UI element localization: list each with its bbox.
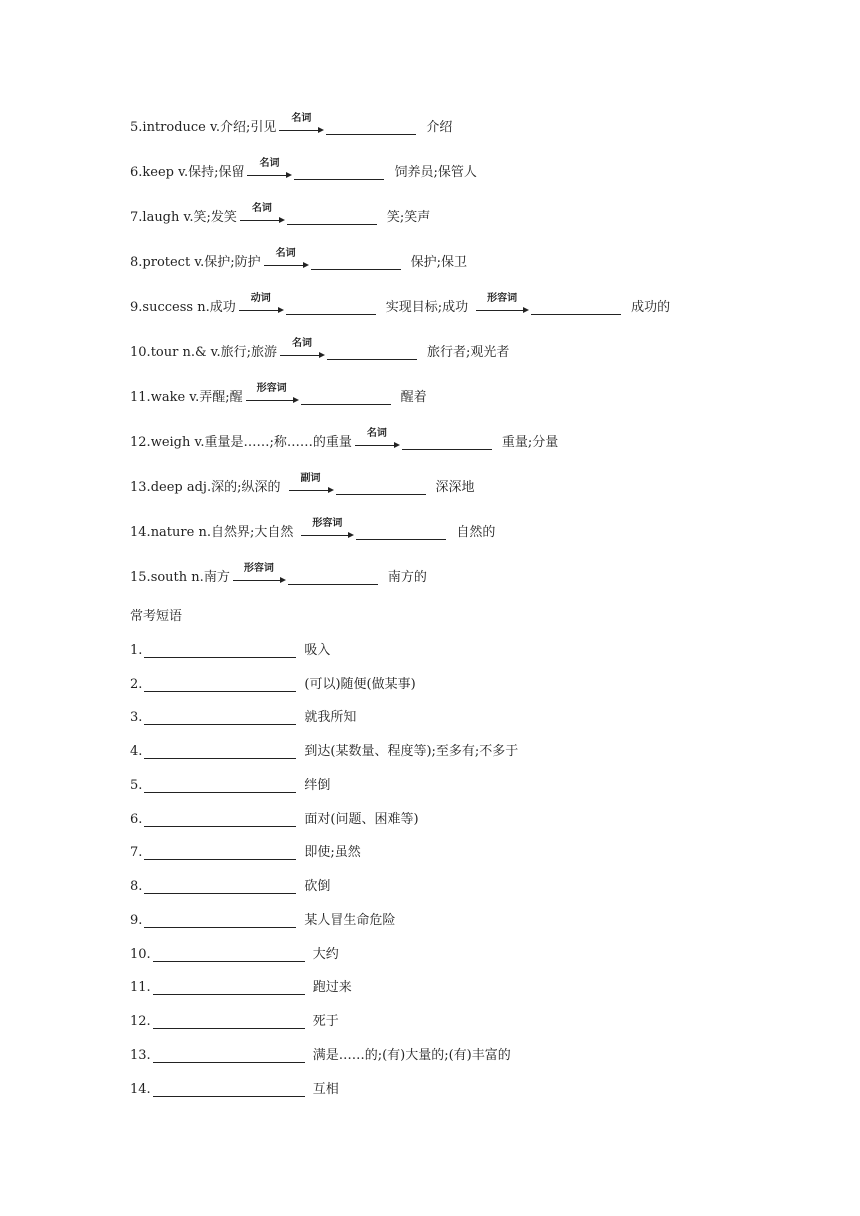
answer-blank[interactable] xyxy=(356,525,446,540)
derivation-arrow-icon: 形容词 xyxy=(244,387,300,409)
answer-blank[interactable] xyxy=(294,165,384,180)
answer-hint: 自然的 xyxy=(456,525,496,540)
word-item: 12.weigh v.重量是……;称……的重量 名词 重量;分量 xyxy=(130,432,558,454)
word-item: 14.nature n.自然界;大自然 形容词 自然的 xyxy=(130,522,495,544)
answer-blank[interactable] xyxy=(402,435,492,450)
word-item: 6.keep v.保持;保留 名词 饲养员;保管人 xyxy=(130,162,477,184)
answer-hint: 成功的 xyxy=(631,300,671,315)
word-item: 10.tour n.& v.旅行;旅游 名词 旅行者;观光者 xyxy=(130,342,509,364)
phrase-item: 6. 面对(问题、困难等) xyxy=(130,812,419,827)
answer-blank[interactable] xyxy=(144,913,296,928)
phrase-item: 5. 绊倒 xyxy=(130,778,331,793)
answer-blank[interactable] xyxy=(311,255,401,270)
answer-blank[interactable] xyxy=(531,300,621,315)
answer-hint: 保护;保卫 xyxy=(410,255,468,270)
derivation-arrow-icon: 形容词 xyxy=(474,297,530,319)
answer-hint: 介绍 xyxy=(426,120,453,135)
derivation-arrow-icon: 形容词 xyxy=(299,522,355,544)
derivation-arrow-icon: 名词 xyxy=(238,207,286,229)
derivation-arrow-icon: 名词 xyxy=(277,117,325,139)
derivation-arrow-icon: 名词 xyxy=(278,342,326,364)
answer-blank[interactable] xyxy=(144,677,296,692)
phrase-item: 3. 就我所知 xyxy=(130,710,357,725)
word-item: 11.wake v.弄醒;醒 形容词 醒着 xyxy=(130,387,427,409)
answer-blank[interactable] xyxy=(301,390,391,405)
phrase-item: 13. 满是……的;(有)大量的;(有)丰富的 xyxy=(130,1048,511,1063)
phrase-item: 4. 到达(某数量、程度等);至多有;不多于 xyxy=(130,744,519,759)
derivation-arrow-icon: 名词 xyxy=(245,162,293,184)
answer-blank[interactable] xyxy=(144,879,296,894)
answer-hint: 笑;笑声 xyxy=(386,210,431,225)
word-item: 15.south n.南方 形容词 南方的 xyxy=(130,567,427,589)
phrase-item: 7. 即使;虽然 xyxy=(130,845,361,860)
word-item: 7.laugh v.笑;发笑 名词 笑;笑声 xyxy=(130,207,430,229)
phrase-item: 1. 吸入 xyxy=(130,643,331,658)
phrase-item: 9. 某人冒生命危险 xyxy=(130,913,396,928)
phrase-item: 12. 死于 xyxy=(130,1014,339,1029)
phrase-item: 11. 跑过来 xyxy=(130,980,352,995)
answer-blank[interactable] xyxy=(153,1048,305,1063)
answer-blank[interactable] xyxy=(144,845,296,860)
derivation-arrow-icon: 名词 xyxy=(353,432,401,454)
answer-hint: 饲养员;保管人 xyxy=(394,165,477,180)
word-item: 9.success n.成功 动词 实现目标;成功 形容词 成功的 xyxy=(130,297,670,319)
answer-blank[interactable] xyxy=(144,812,296,827)
answer-blank[interactable] xyxy=(144,778,296,793)
derivation-arrow-icon: 副词 xyxy=(287,477,335,499)
word-item: 5.introduce v.介绍;引见 名词 介绍 xyxy=(130,117,452,139)
answer-hint: 醒着 xyxy=(400,390,427,405)
answer-blank[interactable] xyxy=(288,570,378,585)
answer-hint: 实现目标;成功 xyxy=(385,300,469,315)
answer-blank[interactable] xyxy=(327,345,417,360)
answer-blank[interactable] xyxy=(336,480,426,495)
answer-blank[interactable] xyxy=(144,744,296,759)
answer-blank[interactable] xyxy=(326,120,416,135)
word-item: 13.deep adj.深的;纵深的 副词 深深地 xyxy=(130,477,475,499)
derivation-arrow-icon: 名词 xyxy=(262,252,310,274)
answer-blank[interactable] xyxy=(287,210,377,225)
derivation-arrow-icon: 动词 xyxy=(237,297,285,319)
phrase-item: 8. 砍倒 xyxy=(130,879,331,894)
section-title: 常考短语 xyxy=(130,609,183,624)
word-item: 8.protect v.保护;防护 名词 保护;保卫 xyxy=(130,252,467,274)
answer-blank[interactable] xyxy=(153,1014,305,1029)
answer-blank[interactable] xyxy=(153,980,305,995)
answer-hint: 南方的 xyxy=(387,570,427,585)
derivation-arrow-icon: 形容词 xyxy=(231,567,287,589)
answer-hint: 重量;分量 xyxy=(501,435,559,450)
answer-blank[interactable] xyxy=(153,947,305,962)
phrase-item: 2. (可以)随便(做某事) xyxy=(130,677,416,692)
answer-blank[interactable] xyxy=(153,1082,305,1097)
phrase-item: 10. 大约 xyxy=(130,947,339,962)
phrase-item: 14. 互相 xyxy=(130,1082,339,1097)
answer-blank[interactable] xyxy=(286,300,376,315)
answer-blank[interactable] xyxy=(144,710,296,725)
answer-hint: 深深地 xyxy=(435,480,475,495)
answer-blank[interactable] xyxy=(144,643,296,658)
answer-hint: 旅行者;观光者 xyxy=(427,345,510,360)
